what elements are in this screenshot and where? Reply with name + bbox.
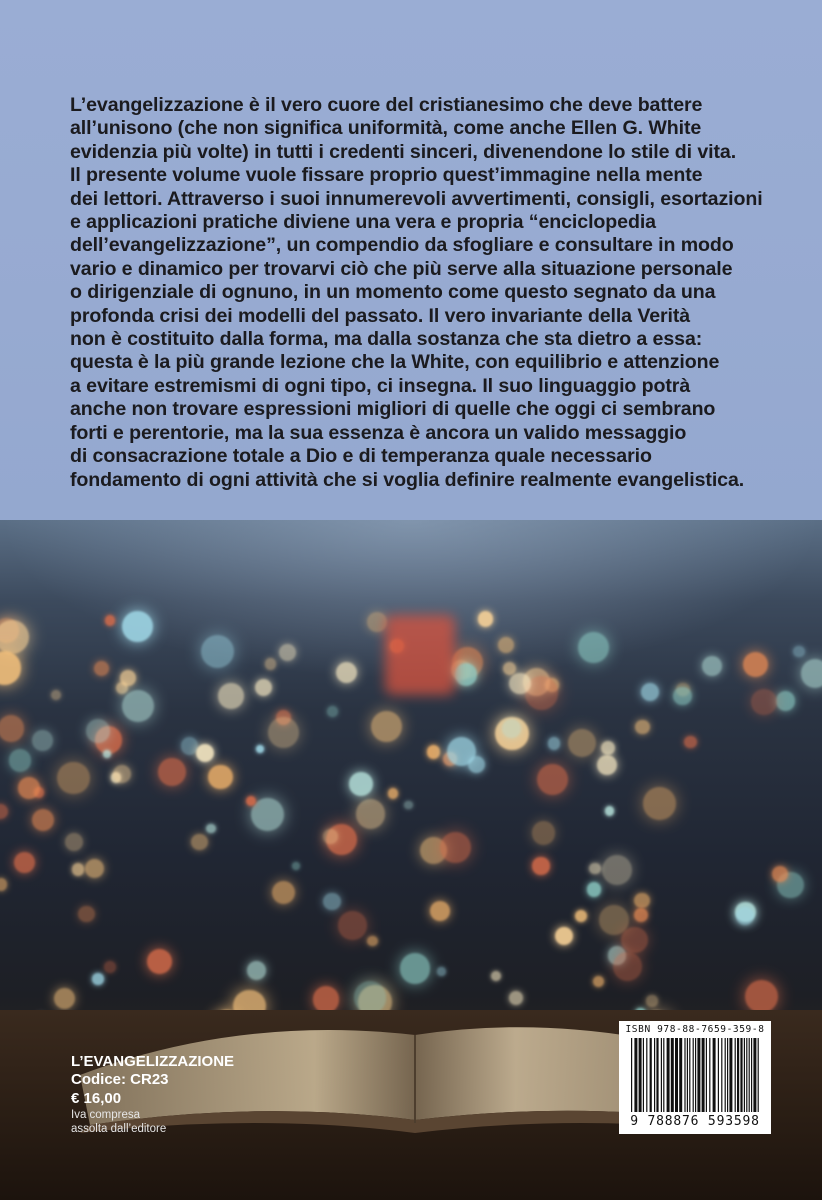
barcode-bar (650, 1038, 652, 1112)
bokeh-light (86, 719, 110, 743)
bokeh-light (509, 673, 530, 694)
bokeh-light (602, 855, 632, 885)
bokeh-light (684, 736, 697, 749)
bokeh-light (32, 730, 53, 751)
barcode-bar (746, 1038, 747, 1112)
bokeh-light (57, 762, 90, 795)
bokeh-light (51, 690, 61, 700)
bokeh-light (158, 758, 186, 786)
vat-note-publisher: assolta dall’editore (71, 1123, 167, 1135)
barcode-bar (639, 1038, 642, 1112)
product-code: Codice: CR23 (71, 1071, 169, 1088)
blurb-line: non è costituito dalla forma, ma dalla sostanza che sta dietro a essa: (70, 328, 703, 351)
barcode-bar (758, 1038, 759, 1112)
vat-note: Iva compresa (71, 1109, 141, 1121)
bokeh-light (336, 662, 358, 684)
blurb-line: e applicazioni pratiche diviene una vera e propria “enciclopedia (70, 211, 656, 234)
blurb-line: all’unisono (che non significa uniformità, come anche Ellen G. White (70, 117, 702, 140)
bokeh-light (0, 804, 8, 819)
isbn-label: ISBN 978-88-7659-359-8 (625, 1024, 765, 1035)
bokeh-light (455, 663, 477, 685)
bokeh-light (643, 787, 676, 820)
barcode-bar (749, 1038, 750, 1112)
book-title: L’EVANGELIZZAZIONE (71, 1053, 235, 1070)
bokeh-light (548, 737, 561, 750)
bokeh-light (578, 632, 609, 663)
bokeh-light (776, 691, 796, 711)
bokeh-light (587, 882, 601, 896)
barcode-bar (702, 1038, 705, 1112)
bokeh-light (105, 615, 115, 625)
bokeh-light (589, 863, 600, 874)
bokeh-light (371, 711, 402, 742)
barcode-bar (718, 1038, 719, 1112)
barcode-bar (735, 1038, 736, 1112)
bokeh-light (437, 967, 446, 976)
bokeh-light (113, 765, 131, 783)
bokeh-light (85, 859, 104, 878)
barcode-bar (684, 1038, 685, 1112)
bokeh-light (356, 799, 386, 829)
bokeh-light (801, 659, 822, 687)
blurb-line: evidenzia più volte) in tutti i credenti sinceri, divenendone lo stile di vita. (70, 140, 737, 163)
barcode-bar (729, 1038, 732, 1112)
blurb-line: fondamento di ogni attività che si voglia definire realmente evangelistica. (70, 468, 745, 491)
bokeh-light (555, 927, 573, 945)
bokeh-light (509, 991, 523, 1005)
bokeh-light (532, 857, 549, 874)
bokeh-light (327, 706, 338, 717)
bokeh-light (65, 833, 83, 851)
bokeh-light (0, 715, 24, 741)
barcode-bar (646, 1038, 647, 1112)
bokeh-light (367, 936, 378, 947)
red-building-glow (385, 615, 455, 695)
bokeh-light (14, 852, 35, 873)
bokeh-light (621, 927, 647, 953)
bokeh-light (498, 637, 514, 653)
bokeh-light (122, 611, 153, 642)
bokeh-light (32, 809, 54, 831)
bokeh-light (103, 750, 111, 758)
barcode-bar (693, 1038, 694, 1112)
bokeh-light (255, 679, 272, 696)
barcode-bar (751, 1038, 752, 1112)
bokeh-light (268, 717, 299, 748)
bokeh-light (537, 764, 568, 795)
barcode-bar (634, 1038, 637, 1112)
bokeh-light (613, 952, 642, 981)
bokeh-light (702, 656, 722, 676)
bokeh-light (635, 720, 650, 735)
bokeh-light (641, 683, 659, 701)
bokeh-light (388, 788, 399, 799)
bokeh-light (597, 755, 617, 775)
bokeh-light (751, 689, 777, 715)
bokeh-light (568, 729, 597, 758)
imprint-block (71, 1052, 234, 1136)
bokeh-light (349, 772, 373, 796)
bokeh-light (404, 801, 413, 810)
bokeh-light (338, 911, 366, 939)
bokeh-light (634, 893, 649, 908)
blurb-line: o dirigenziale di ognuno, in un momento come questo segnato da una (70, 281, 716, 304)
bokeh-light (196, 744, 214, 762)
blurb-line: L’evangelizzazione è il vero cuore del cristianesimo che deve battere (70, 94, 703, 116)
isbn-barcode (619, 1021, 771, 1134)
bokeh-light (634, 908, 648, 922)
blurb-line: dei lettori. Attraverso i suoi innumerevoli avvertimenti, consigli, esortazioni (70, 187, 763, 210)
barcode-bar (661, 1038, 662, 1112)
bokeh-light (468, 756, 485, 773)
bokeh-light (532, 821, 555, 844)
bokeh-light (673, 687, 691, 705)
blurb-line: di consacrazione totale a Dio e di temperanza quale necessario (70, 445, 652, 468)
bokeh-light (122, 690, 154, 722)
barcode-bar (643, 1038, 644, 1112)
bokeh-light (323, 893, 340, 910)
blurb-line: vario e dinamico per trovarvi ciò che più serve alla situazione personale (70, 257, 733, 280)
blurb-line: questa è la più grande lezione che la White, con equilibrio e attenzione (70, 351, 720, 374)
bokeh-light (491, 971, 501, 981)
bokeh-light (440, 832, 471, 863)
barcode-bar (656, 1038, 658, 1112)
bokeh-light (191, 834, 207, 850)
bokeh-light (147, 949, 172, 974)
blurb-line: forti e perentorie, ma la sua essenza è ancora un valido messaggio (70, 421, 687, 444)
bokeh-light (251, 798, 284, 831)
bokeh-light (323, 829, 338, 844)
bokeh-light (120, 670, 136, 686)
bokeh-light (72, 863, 84, 875)
barcode-bar (631, 1038, 632, 1112)
barcode-bar (675, 1038, 678, 1112)
bokeh-light (272, 881, 295, 904)
price: € 16,00 (71, 1090, 122, 1107)
barcode-bar (725, 1038, 726, 1112)
blurb-line: profonda crisi dei modelli del passato. Il vero invariante della Verità (70, 304, 691, 327)
back-cover-blurb (70, 94, 770, 492)
bokeh-light (601, 741, 615, 755)
barcode-bar (667, 1038, 670, 1112)
barcode-bar (679, 1038, 682, 1112)
barcode-bar (697, 1038, 700, 1112)
bokeh-light (218, 683, 243, 708)
barcode-bar (737, 1038, 739, 1112)
bokeh-light (104, 961, 116, 973)
blurb-line: anche non trovare espressioni migliori di quelle che oggi ci sembrano (70, 398, 716, 421)
bokeh-light (78, 906, 95, 923)
barcode-bar (695, 1038, 696, 1112)
bokeh-light (18, 777, 39, 798)
barcode-bar (706, 1038, 707, 1112)
bokeh-light (772, 866, 788, 882)
barcode-bar (744, 1038, 745, 1112)
barcode-bar (687, 1038, 688, 1112)
blurb-line: a evitare estremismi di ogni tipo, ci insegna. Il suo linguaggio potrà (70, 374, 691, 397)
bokeh-light (400, 953, 430, 983)
bokeh-light (478, 611, 493, 626)
bokeh-light (593, 976, 604, 987)
bokeh-light (0, 878, 7, 890)
bokeh-light (575, 910, 587, 922)
bokeh-light (92, 973, 103, 984)
ean-digits: 9 788876 593598 (630, 1114, 760, 1129)
barcode-bar (713, 1038, 716, 1112)
bokeh-light (292, 862, 300, 870)
blurb-line: Il presente volume vuole fissare proprio quest’immagine nella mente (70, 164, 703, 187)
bokeh-light (206, 824, 215, 833)
blurb-line: dell’evangelizzazione”, un compendio da sfogliare e consultare in modo (70, 234, 734, 257)
bokeh-light (427, 745, 440, 758)
barcode-bar (709, 1038, 710, 1112)
barcode-bar (740, 1038, 742, 1112)
barcode-bar (721, 1038, 722, 1112)
bokeh-light (208, 765, 233, 790)
bokeh-light (736, 907, 754, 925)
barcode-bar (654, 1038, 655, 1112)
barcode-bar (727, 1038, 728, 1112)
bokeh-light (247, 961, 266, 980)
barcode-bar (671, 1038, 674, 1112)
bokeh-light (430, 901, 450, 921)
bokeh-light (9, 749, 31, 771)
barcode-bar (753, 1038, 756, 1112)
bokeh-light (256, 745, 264, 753)
bokeh-light (605, 806, 615, 816)
barcode-bar (663, 1038, 664, 1112)
bokeh-light (743, 652, 768, 677)
barcode-bar (689, 1038, 690, 1112)
